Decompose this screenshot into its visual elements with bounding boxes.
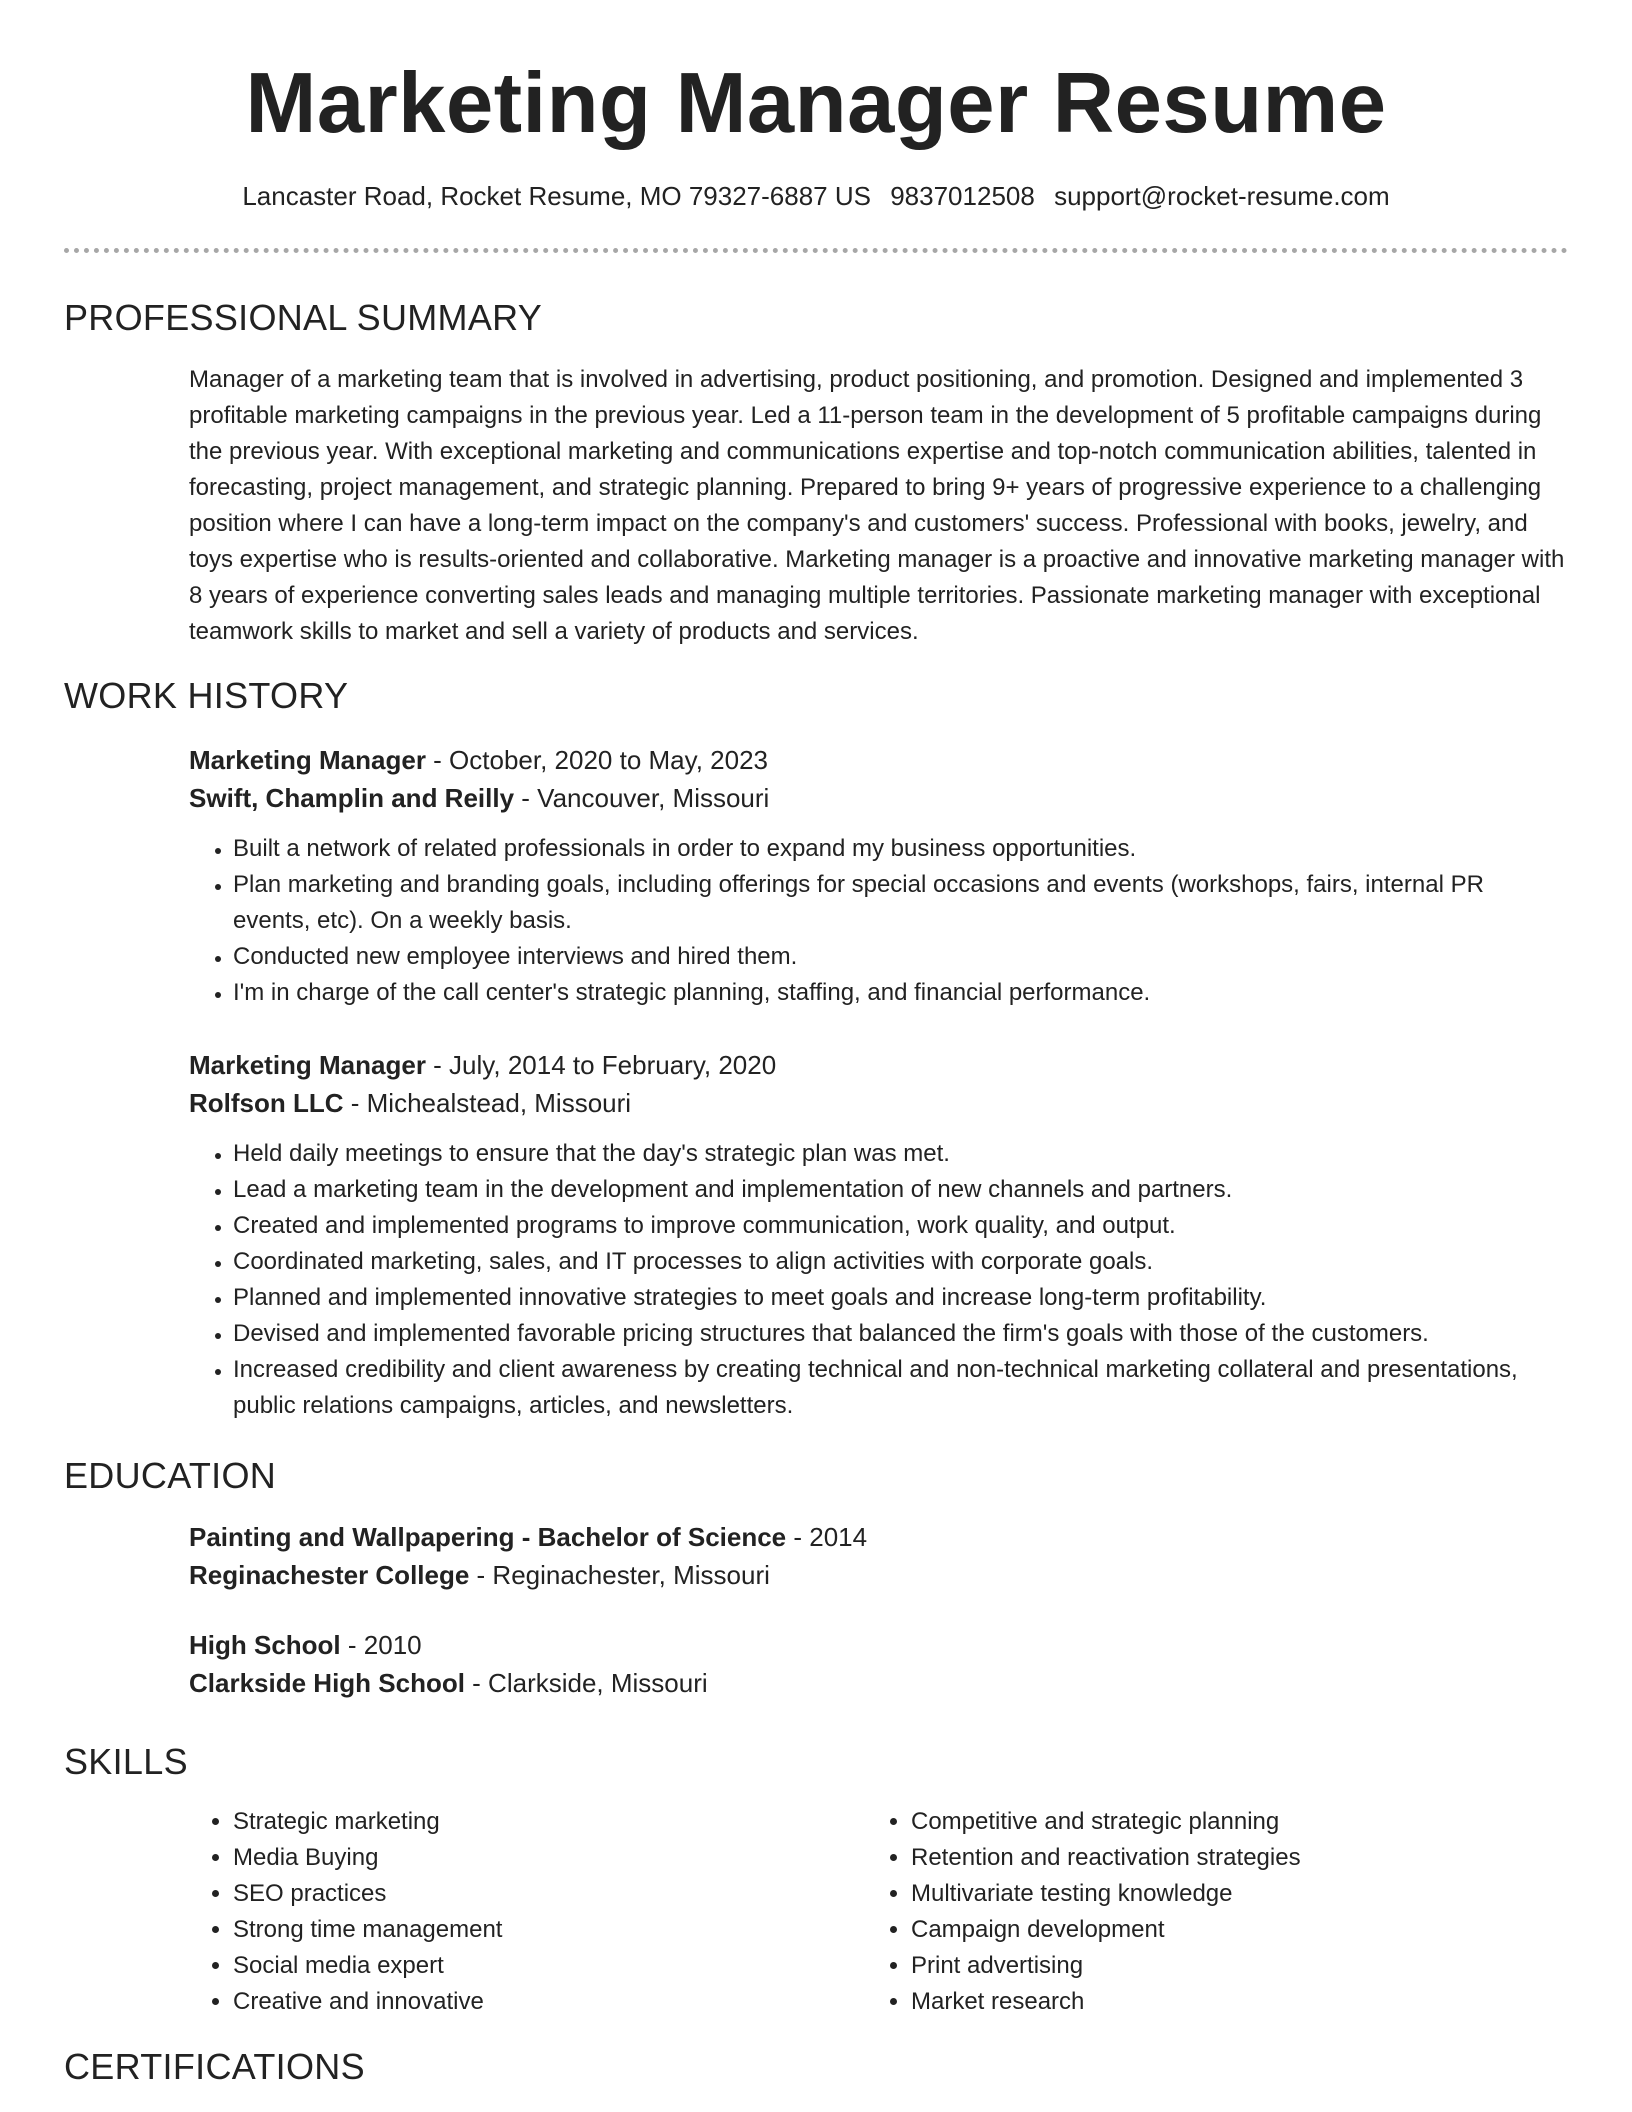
job-bullet: • Devised and implemented favorable pricing structures that balanced the firm's goals with those of the customers. <box>233 1316 1566 1352</box>
job-entry <box>189 741 1566 1011</box>
skill-item: • Print advertising <box>911 1948 1301 1984</box>
job-dates: - October, 2020 to May, 2023 <box>425 745 769 775</box>
skill-item: • Creative and innovative <box>233 1984 867 2020</box>
job-dates: - July, 2014 to February, 2020 <box>425 1050 777 1080</box>
summary-heading: PROFESSIONAL SUMMARY <box>64 297 543 338</box>
job-bullet: • Built a network of related professionals in order to expand my business opportunities. <box>233 831 1566 867</box>
certifications-heading: CERTIFICATIONS <box>64 2046 365 2087</box>
skill-item: • Multivariate testing knowledge <box>911 1876 1301 1912</box>
job-bullet: • I'm in charge of the call center's strategic planning, staffing, and financial performance. <box>233 975 1566 1011</box>
job-bullets <box>189 1136 1566 1424</box>
skill-item: • Strategic marketing <box>233 1804 867 1840</box>
job-bullet: • Planned and implemented innovative strategies to meet goals and increase long-term profitability. <box>233 1280 1566 1316</box>
job-bullet: • Plan marketing and branding goals, including offerings for special occasions and events (workshops, fairs, internal PR events, etc). On a weekly basis. <box>233 867 1566 939</box>
education-heading: EDUCATION <box>64 1455 277 1496</box>
skills-column-left <box>189 1804 867 2020</box>
degree-line <box>189 1518 1566 1556</box>
skills-column-right <box>867 1804 1301 2020</box>
job-bullet: • Created and implemented programs to improve communication, work quality, and output. <box>233 1208 1566 1244</box>
job-title-line <box>189 741 1566 779</box>
skill-item: • Retention and reactivation strategies <box>911 1840 1301 1876</box>
degree-year: - 2014 <box>786 1522 868 1552</box>
skill-item: • Competitive and strategic planning <box>911 1804 1301 1840</box>
contact-line <box>64 178 1568 214</box>
job-company-line <box>189 779 1566 817</box>
job-location: - Vancouver, Missouri <box>514 783 770 813</box>
education-entry <box>189 1518 1566 1594</box>
school-location: - Reginachester, Missouri <box>469 1560 770 1590</box>
school-name: Reginachester College <box>189 1560 470 1590</box>
skill-item: • Media Buying <box>233 1840 867 1876</box>
email-text: support@rocket-resume.com <box>1054 181 1390 211</box>
job-role: Marketing Manager <box>189 745 426 775</box>
school-line <box>189 1556 1566 1594</box>
job-company: Rolfson LLC <box>189 1088 344 1118</box>
work-history-heading: WORK HISTORY <box>64 675 349 716</box>
education-entry <box>189 1626 1566 1702</box>
address-text: Lancaster Road, Rocket Resume, MO 79327-6887 US <box>242 181 871 211</box>
skill-item: • Social media expert <box>233 1948 867 1984</box>
job-bullet: • Held daily meetings to ensure that the day's strategic plan was met. <box>233 1136 1566 1172</box>
job-company: Swift, Champlin and Reilly <box>189 783 515 813</box>
job-role: Marketing Manager <box>189 1050 426 1080</box>
school-line <box>189 1664 1566 1702</box>
degree-name: Painting and Wallpapering - Bachelor of Science <box>189 1522 787 1552</box>
skills-heading: SKILLS <box>64 1741 188 1782</box>
skill-item: • Campaign development <box>911 1912 1301 1948</box>
job-entry <box>189 1046 1566 1424</box>
skill-item: • Strong time management <box>233 1912 867 1948</box>
phone-text: 9837012508 <box>890 181 1035 211</box>
header-divider <box>64 248 1568 253</box>
degree-line <box>189 1626 1566 1664</box>
skill-item: • SEO practices <box>233 1876 867 1912</box>
job-bullet: • Coordinated marketing, sales, and IT processes to align activities with corporate goals. <box>233 1244 1566 1280</box>
degree-year: - 2010 <box>340 1630 422 1660</box>
job-bullet: • Increased credibility and client awareness by creating technical and non-technical marketing collateral and presentations, public relations campaigns, articles, and newsletters. <box>233 1352 1566 1424</box>
job-title-line <box>189 1046 1566 1084</box>
job-bullets <box>189 831 1566 1011</box>
job-company-line <box>189 1084 1566 1122</box>
job-location: - Michealstead, Missouri <box>343 1088 632 1118</box>
summary-section <box>189 362 1566 650</box>
school-name: Clarkside High School <box>189 1668 465 1698</box>
job-bullet: • Conducted new employee interviews and hired them. <box>233 939 1566 975</box>
skills-list <box>189 1804 1566 2020</box>
summary-text: Manager of a marketing team that is involved in advertising, product positioning, and promotion. Designed and implemented 3 profitable marketing campaigns in the previous year. Led a 11-person team in the development of 5 profitable campaigns during the previous year. With exceptional marketing and communications expertise and top-notch communication abilities, talented in forecasting, project management, and strategic planning. Prepared to bring 9+ years of progressive experience to a challenging position where I can have a long-term impact on the company's and customers' success. Professional with books, jewelry, and toys expertise who is results-oriented and collaborative. Marketing manager is a proactive and innovative marketing manager with 8 years of experience converting sales leads and managing multiple territories. Passionate marketing manager with exceptional teamwork skills to market and sell a variety of products and services. <box>189 366 1565 645</box>
degree-name: High School <box>189 1630 341 1660</box>
skill-item: • Market research <box>911 1984 1301 2020</box>
job-bullet: • Lead a marketing team in the development and implementation of new channels and partners. <box>233 1172 1566 1208</box>
school-location: - Clarkside, Missouri <box>464 1668 708 1698</box>
resume-title: Marketing Manager Resume <box>245 56 1387 151</box>
